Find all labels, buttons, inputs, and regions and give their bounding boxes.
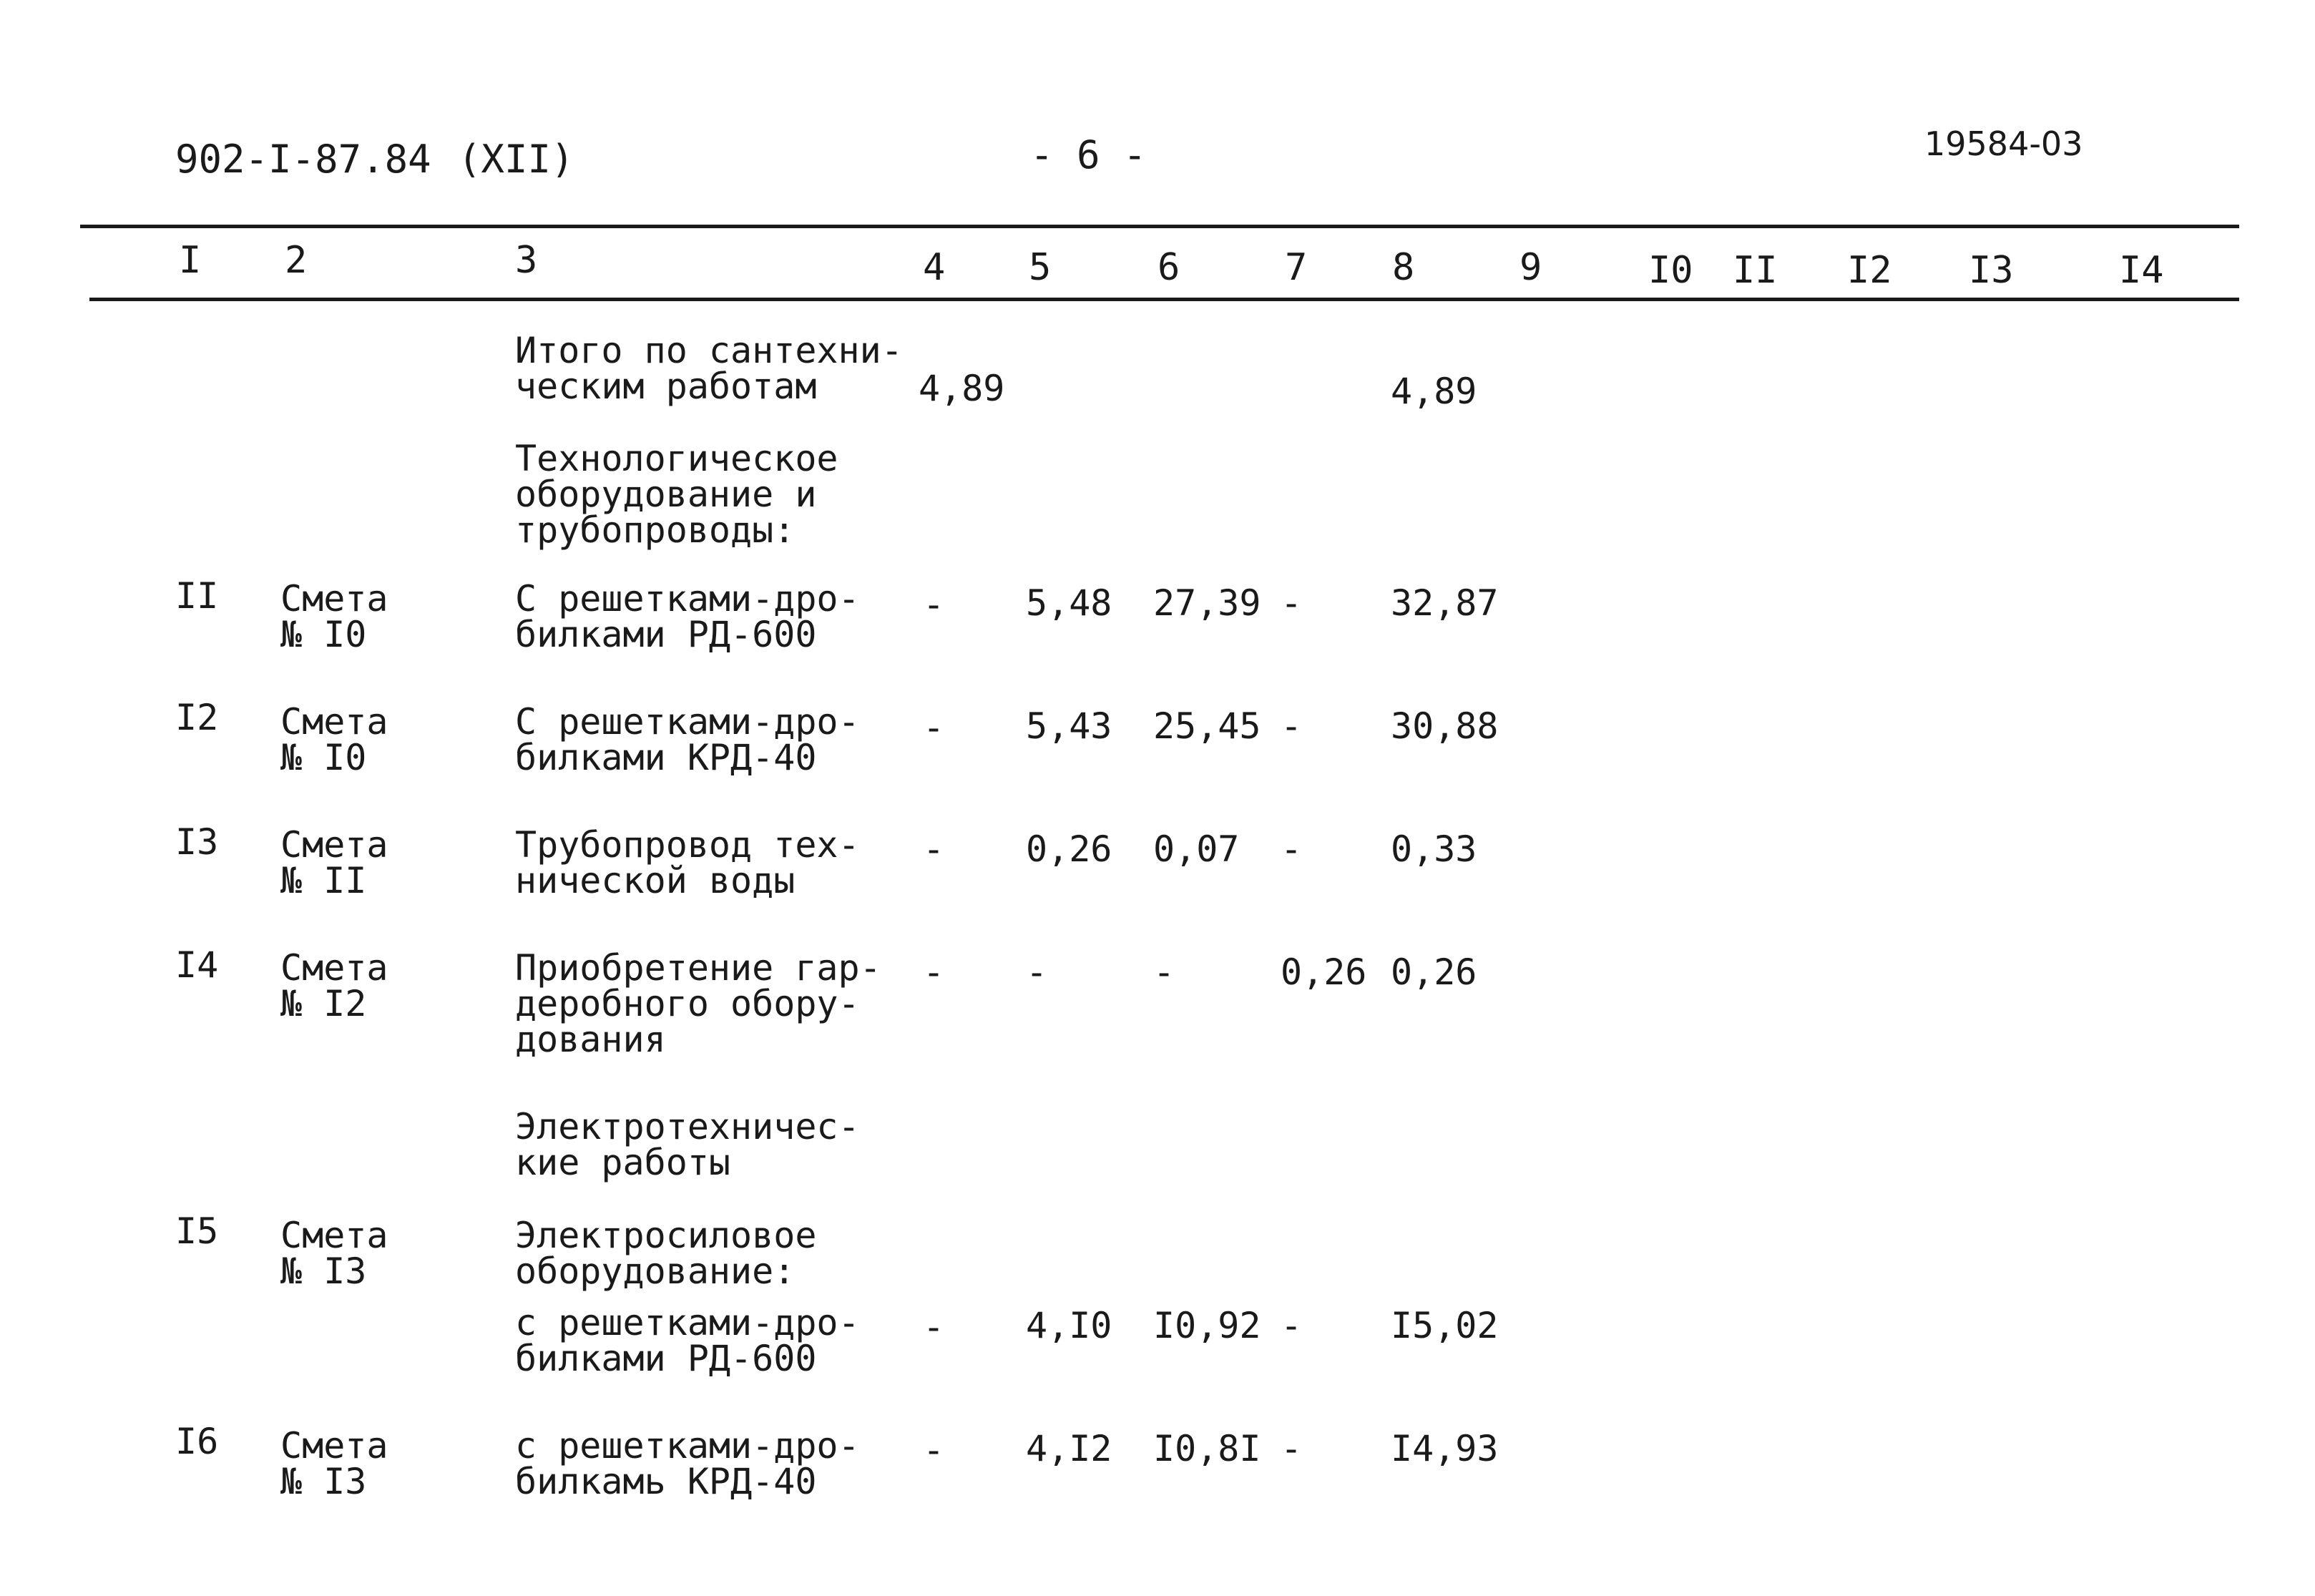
row-description: с решетками-дро- билкамь КРД-40 [515, 1425, 860, 1502]
cell-value: - [1281, 1305, 1303, 1346]
header-top-rule [80, 225, 2239, 228]
column-header: I4 [2119, 249, 2164, 292]
column-header: I [179, 239, 202, 282]
row-description: С решетками-дро- билками КРД-40 [515, 701, 860, 778]
cell-value: - [1153, 951, 1175, 993]
cell-value: 0,07 [1153, 828, 1240, 870]
row-number: I3 [175, 821, 219, 863]
archive-stamp: 19584-03 [1924, 124, 2083, 163]
cell-value: 4,89 [919, 368, 1005, 409]
cell-value: 0,26 [1281, 951, 1367, 993]
cell-value: 5,43 [1026, 705, 1112, 747]
row-number: I2 [175, 697, 219, 738]
cell-value: - [923, 951, 945, 993]
row-description: Электросиловое оборудование: [515, 1215, 817, 1292]
cell-value: 5,48 [1026, 582, 1112, 624]
cell-value: 30,88 [1391, 705, 1499, 747]
cell-value: I4,93 [1391, 1428, 1499, 1469]
column-header: I0 [1648, 249, 1693, 292]
page-number: - 6 - [1030, 132, 1147, 177]
row-description: С решетками-дро- билками РД-600 [515, 578, 860, 655]
column-header: 5 [1029, 246, 1052, 289]
cell-value: 4,I0 [1026, 1305, 1112, 1346]
cell-value: 32,87 [1391, 582, 1499, 624]
cell-value: - [1281, 1428, 1303, 1469]
row-description: Итого по сантехни- ческим работам [515, 330, 903, 407]
row-description: Приобретение гар- деробного обору- дования [515, 947, 881, 1060]
cell-value: 0,26 [1391, 951, 1477, 993]
cell-value: - [923, 584, 945, 625]
column-header: 6 [1158, 246, 1180, 289]
cell-value: - [923, 1429, 945, 1471]
estimate-ref: Смета № I3 [280, 1425, 388, 1502]
column-header: 2 [285, 239, 308, 282]
volume-number: (XII) [458, 137, 574, 182]
cell-value: - [1026, 951, 1048, 993]
cell-value: I5,02 [1391, 1305, 1499, 1346]
row-description: Трубопровод тех- нической воды [515, 824, 860, 901]
document-code: 902-I-87.84 [175, 137, 431, 182]
column-header: 9 [1519, 246, 1542, 289]
estimate-ref: Смета № I0 [280, 701, 388, 778]
cell-value: - [923, 707, 945, 748]
cell-value: 27,39 [1153, 582, 1261, 624]
cell-value: - [923, 828, 945, 870]
cell-value: I0,92 [1153, 1305, 1261, 1346]
column-header: I2 [1847, 249, 1892, 292]
column-header: 4 [923, 246, 946, 289]
row-number: I5 [175, 1210, 219, 1252]
row-number: I4 [175, 944, 219, 986]
cell-value: I0,8I [1153, 1428, 1261, 1469]
cell-value: - [1281, 705, 1303, 747]
cell-value: 25,45 [1153, 705, 1261, 747]
cell-value: - [1281, 828, 1303, 870]
row-number: I6 [175, 1421, 219, 1462]
cell-value: 4,I2 [1026, 1428, 1112, 1469]
estimate-ref: Смета № I3 [280, 1215, 388, 1292]
column-header: I3 [1969, 249, 2014, 292]
cell-value: 0,33 [1391, 828, 1477, 870]
cell-value: 4,89 [1391, 371, 1477, 412]
estimate-ref: Смета № I0 [280, 578, 388, 655]
row-number: II [175, 575, 219, 617]
estimate-ref: Смета № I2 [280, 947, 388, 1024]
section-heading: Электротехничес- кие работы [515, 1106, 860, 1183]
cell-value: - [1281, 582, 1303, 624]
header-bottom-rule [89, 298, 2239, 301]
column-header: II [1733, 249, 1778, 292]
section-heading: Технологическое оборудование и трубопроводы: [515, 438, 838, 551]
column-header: 8 [1392, 246, 1415, 289]
column-header: 7 [1285, 246, 1308, 289]
estimate-ref: Смета № II [280, 824, 388, 901]
row-description: с решетками-дро- билками РД-600 [515, 1302, 860, 1379]
column-header: 3 [515, 239, 538, 282]
cell-value: - [923, 1306, 945, 1348]
cell-value: 0,26 [1026, 828, 1112, 870]
